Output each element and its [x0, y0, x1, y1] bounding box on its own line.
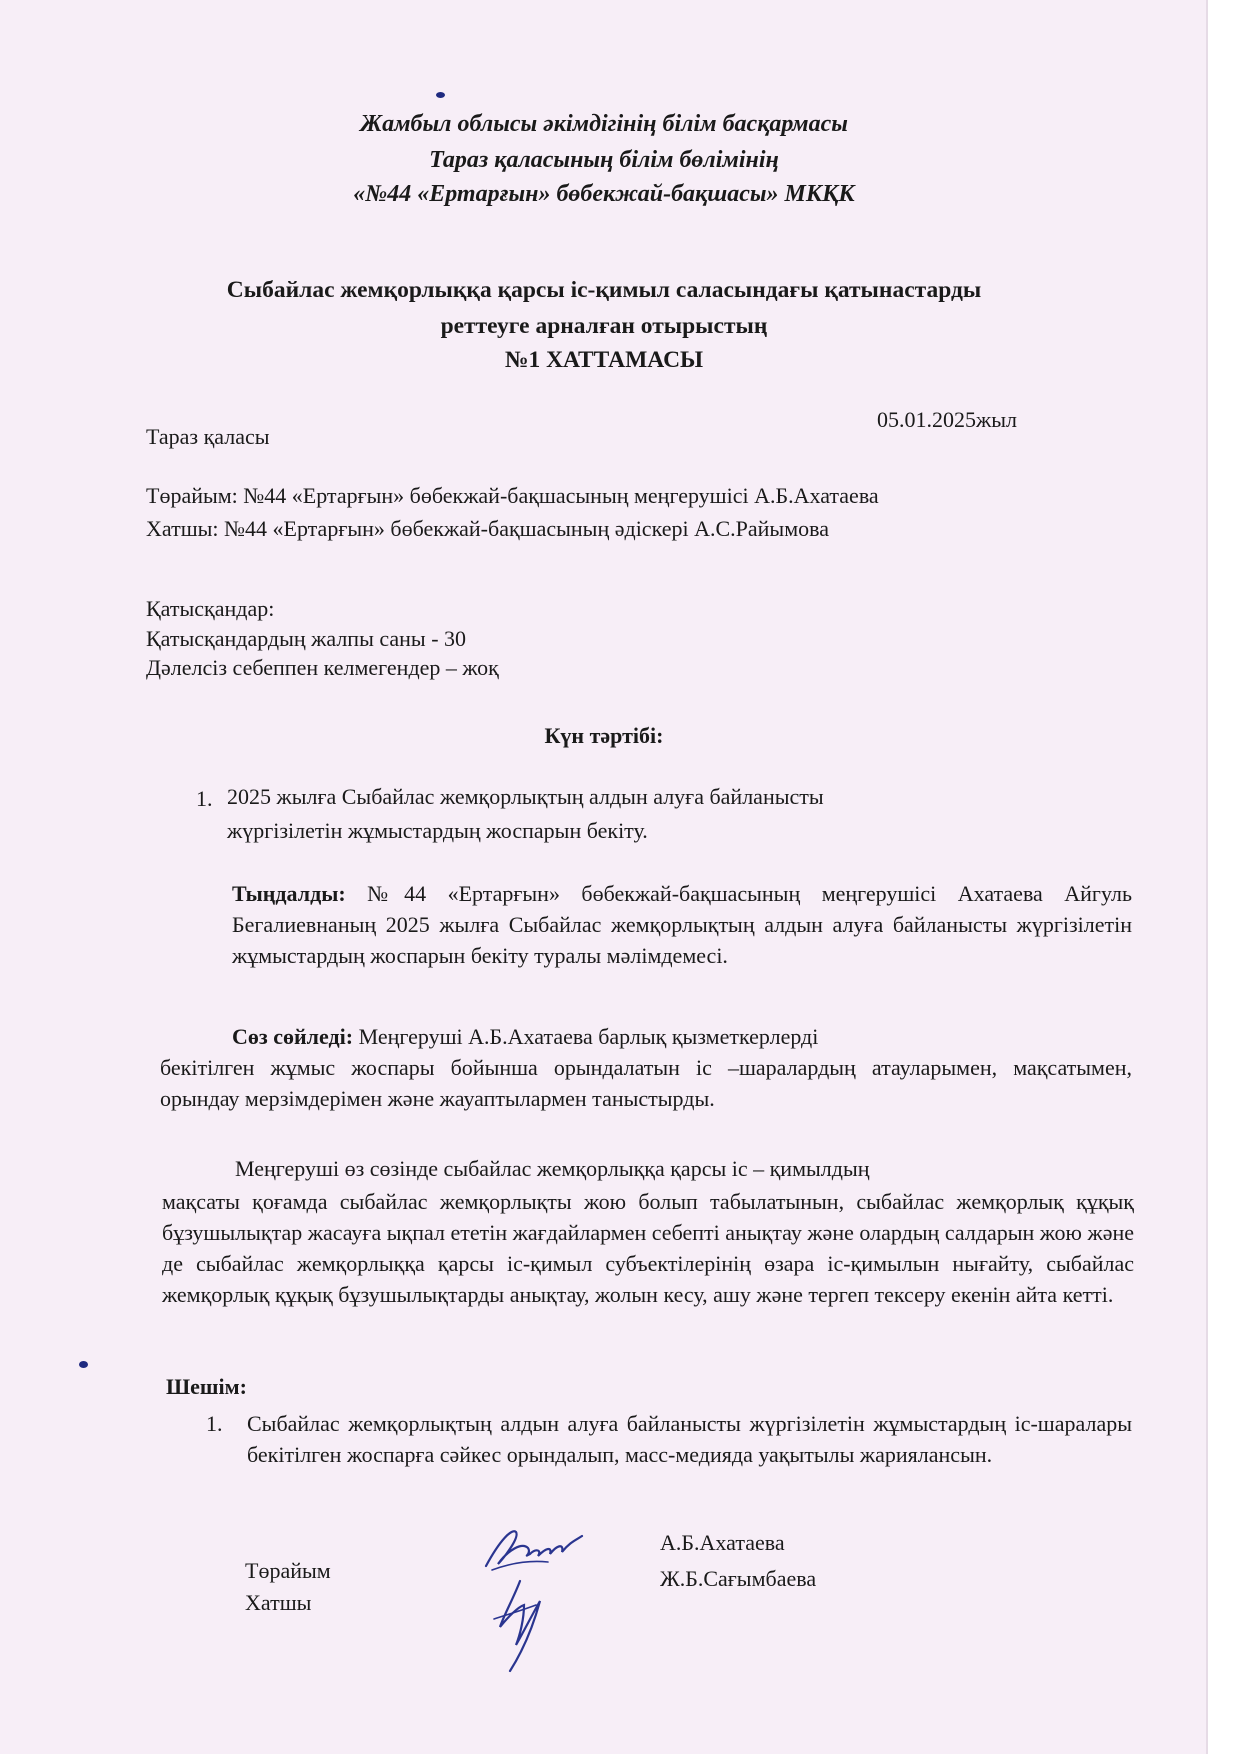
chair-signature-image — [478, 1520, 588, 1580]
doc-title-line-3: №1 ХАТТАМАСЫ — [504, 347, 704, 373]
date: 05.01.2025жыл — [877, 407, 1017, 432]
org-header-line-1: Жамбыл облысы әкімдігінің білім басқармасы — [360, 111, 848, 137]
spoke-label: Сөз сөйледі: — [232, 1024, 354, 1049]
ink-dot — [79, 1361, 88, 1368]
spoke-first-text: Меңгеруші А.Б.Ахатаева барлық қызметкерлерді — [353, 1024, 819, 1049]
chair-line: Төрайым: №44 «Ертарғын» бөбекжай-бақшасының меңгерушісі А.Б.Ахатаева — [146, 483, 879, 508]
secretary-signature-image — [490, 1575, 560, 1675]
attendees-absent: Дәлелсіз себеппен келмегендер – жоқ — [146, 655, 499, 680]
agenda-item-line-1: 2025 жылға Сыбайлас жемқорлықтың алдын алуға байланысты — [227, 784, 824, 809]
spoke-first-line — [232, 1024, 818, 1050]
doc-title-line-1: Сыбайлас жемқорлыққа қарсы іс-қимыл саласындағы қатынастарды — [226, 277, 982, 303]
org-header-line-3: «№44 «Ертарғын» бөбекжай-бақшасы» МКҚК — [353, 181, 855, 207]
secretary-line: Хатшы: №44 «Ертарғын» бөбекжай-бақшасының әдіскері А.С.Райымова — [146, 516, 829, 541]
heard-text: №44 «Ертарғын» бөбекжай-бақшасының меңгерушісі Ахатаева Айгуль Бегалиевнаның 2025 жылға Сыбайлас жемқорлықтың алдын алуға байланысты жүргізілетін жұмыстардың жоспарын бекіту туралы мәлімдемесі. — [232, 881, 1132, 968]
attendees-label: Қатысқандар: — [146, 596, 275, 621]
agenda-item-number: 1. — [196, 786, 213, 811]
heard-paragraph — [232, 878, 1132, 971]
org-header-line-2: Тараз қаласының білім бөлімінің — [429, 147, 779, 173]
decision-item-number: 1. — [206, 1411, 223, 1436]
chair-role: Төрайым — [245, 1558, 331, 1583]
agenda-heading: Күн тәртібі: — [544, 723, 664, 748]
secretary-name: Ж.Б.Сағымбаева — [660, 1566, 817, 1591]
chair-name: А.Б.Ахатаева — [660, 1530, 785, 1555]
speech-first-line: Меңгеруші өз сөзінде сыбайлас жемқорлыққа қарсы іс – қимылдың — [235, 1156, 870, 1181]
secretary-role: Хатшы — [245, 1590, 312, 1615]
decision-label: Шешім: — [166, 1374, 247, 1399]
agenda-item-line-2: жүргізілетін жұмыстардың жоспарын бекіту. — [227, 818, 648, 843]
place: Тараз қаласы — [146, 424, 270, 449]
doc-title-line-2: реттеуге арналған отырыстың — [440, 313, 768, 339]
ink-dot — [436, 92, 445, 98]
decision-item-text: Сыбайлас жемқорлықтың алдын алуға байланысты жүргізілетін жұмыстардың іс-шаралары бекітілген жоспарға сәйкес орындалып, масс-медияда уақытылы жариялансын. — [247, 1411, 1132, 1467]
heard-label: Тыңдалды: — [232, 881, 346, 906]
attendees-total: Қатысқандардың жалпы саны - 30 — [146, 626, 467, 651]
spoke-rest: бекітілген жұмыс жоспары бойынша орындалатын іс –шаралардың атауларымен, мақсатымен, орындау мерзімдерімен және жауаптылармен таныстырды. — [160, 1055, 1132, 1111]
speech-rest: мақсаты қоғамда сыбайлас жемқорлықты жою болып табылатынын, сыбайлас жемқорлық құқық бұзушылықтар жасауға ықпал ететін жағдайлармен себепті анықтау және олардың салдарын жою және де сыбайлас жемқорлыққа қарсы іс-қимыл субъектілерінің өзара іс-қимылын нығайту, сыбайлас жемқорлық құқық бұзушылықтарды анықтау, жолын кесу, ашу және тергеп тексеру екенін айта кетті. — [162, 1189, 1134, 1307]
